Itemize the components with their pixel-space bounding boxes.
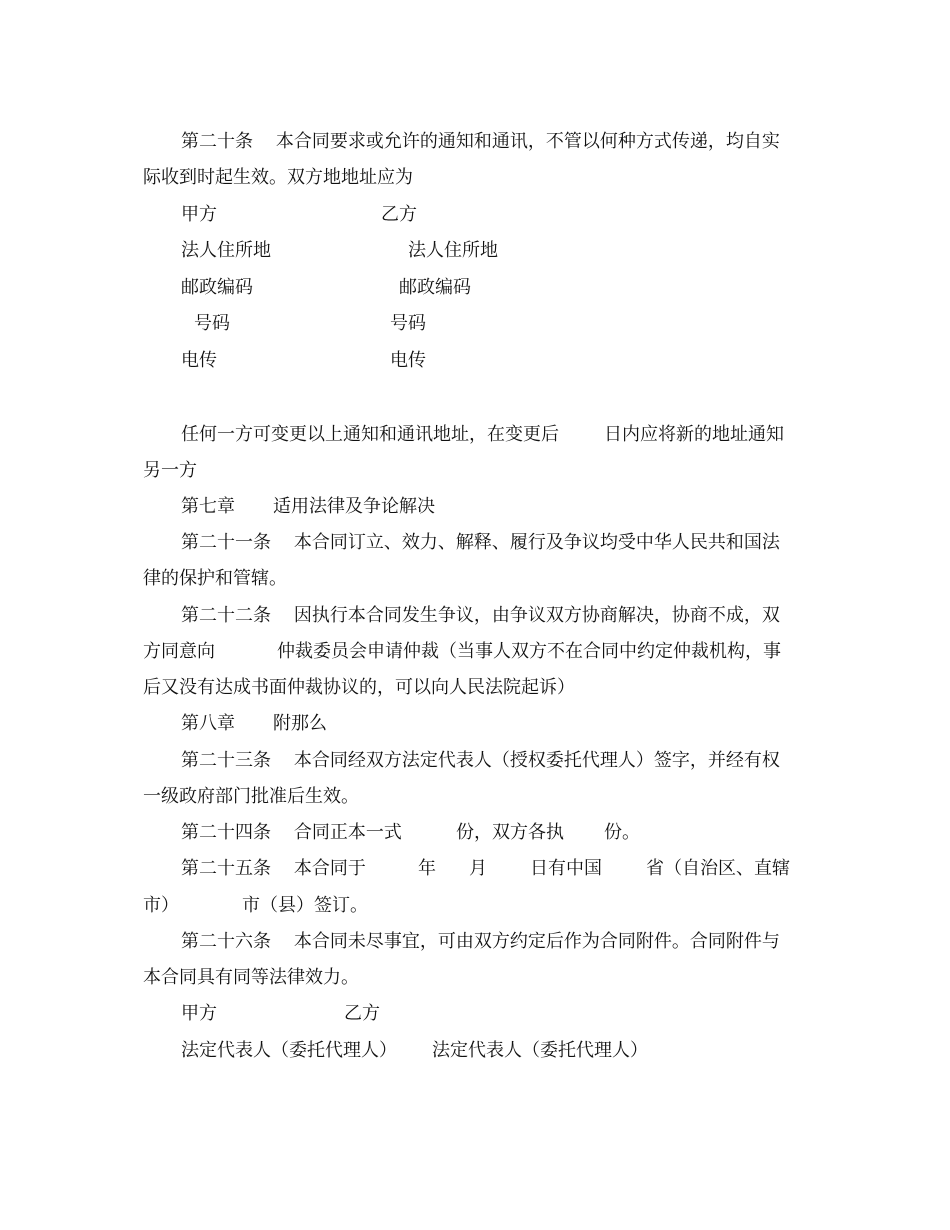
telex-b: 电传	[390, 350, 426, 371]
article-21-line-1: 第二十一条 本合同订立、效力、解释、履行及争议均受中华人民共和国法	[181, 532, 780, 553]
article-22-line-2b: 仲裁委员会申请仲裁（当事人双方不在合同中约定仲裁机构，事	[277, 641, 781, 662]
telex-a: 电传	[181, 350, 217, 371]
article-25-part-e: 省（自治区、直辖	[646, 858, 790, 879]
chapter-7-number: 第七章	[181, 496, 235, 517]
legal-residence-a: 法人住所地	[181, 240, 271, 261]
article-24-part-a: 第二十四条 合同正本一式	[181, 822, 402, 843]
article-23-line-1: 第二十三条 本合同经双方法定代表人（授权委托代理人）签字，并经有权	[181, 750, 780, 771]
article-22-line-1: 第二十二条 因执行本合同发生争议，由争议双方协商解决，协商不成，双	[181, 605, 780, 626]
article-21-line-2: 律的保护和管辖。	[143, 568, 287, 589]
article-22-line-2a: 方同意向	[143, 641, 215, 662]
article-25-line-2b: 市（县）签订。	[242, 895, 368, 916]
article-20-line-2: 际收到时起生效。双方地地址应为	[143, 167, 413, 188]
change-notice-line-2: 另一方	[143, 460, 197, 481]
article-26-line-1: 第二十六条 本合同未尽事宜，可由双方约定后作为合同附件。合同附件与	[181, 931, 780, 952]
number-a: 号码	[194, 313, 230, 334]
article-25-part-a: 第二十五条 本合同于	[181, 858, 366, 879]
legal-residence-b: 法人住所地	[408, 240, 498, 261]
signature-rep-b: 法定代表人（委托代理人）	[432, 1040, 648, 1061]
change-notice-line-1b: 日内应将新的地址通知	[604, 424, 784, 445]
signature-party-b: 乙方	[344, 1003, 380, 1024]
signature-party-a: 甲方	[181, 1003, 217, 1024]
article-25-part-d: 日有中国	[530, 858, 602, 879]
postcode-b: 邮政编码	[399, 277, 471, 298]
change-notice-line-1a: 任何一方可变更以上通知和通讯地址，在变更后	[181, 424, 559, 445]
article-24-part-b: 份，双方各执	[456, 822, 564, 843]
article-25-line-2a: 市）	[143, 895, 179, 916]
article-25-part-c: 月	[469, 858, 487, 879]
signature-rep-a: 法定代表人（委托代理人）	[181, 1040, 397, 1061]
article-24-part-c: 份。	[604, 822, 640, 843]
number-b: 号码	[390, 313, 426, 334]
article-20-line-1: 第二十条 本合同要求或允许的通知和通讯，不管以何种方式传递，均自实	[181, 131, 780, 152]
party-b-label: 乙方	[381, 204, 417, 225]
article-26-line-2: 本合同具有同等法律效力。	[143, 967, 359, 988]
party-a-label: 甲方	[181, 204, 217, 225]
article-25-part-b: 年	[418, 858, 436, 879]
article-22-line-3: 后又没有达成书面仲裁协议的，可以向人民法院起诉）	[143, 677, 575, 698]
postcode-a: 邮政编码	[181, 277, 253, 298]
article-23-line-2: 一级政府部门批准后生效。	[143, 786, 359, 807]
chapter-8-number: 第八章	[181, 713, 235, 734]
chapter-8-title: 附那么	[273, 713, 327, 734]
chapter-7-title: 适用法律及争论解决	[273, 496, 435, 517]
